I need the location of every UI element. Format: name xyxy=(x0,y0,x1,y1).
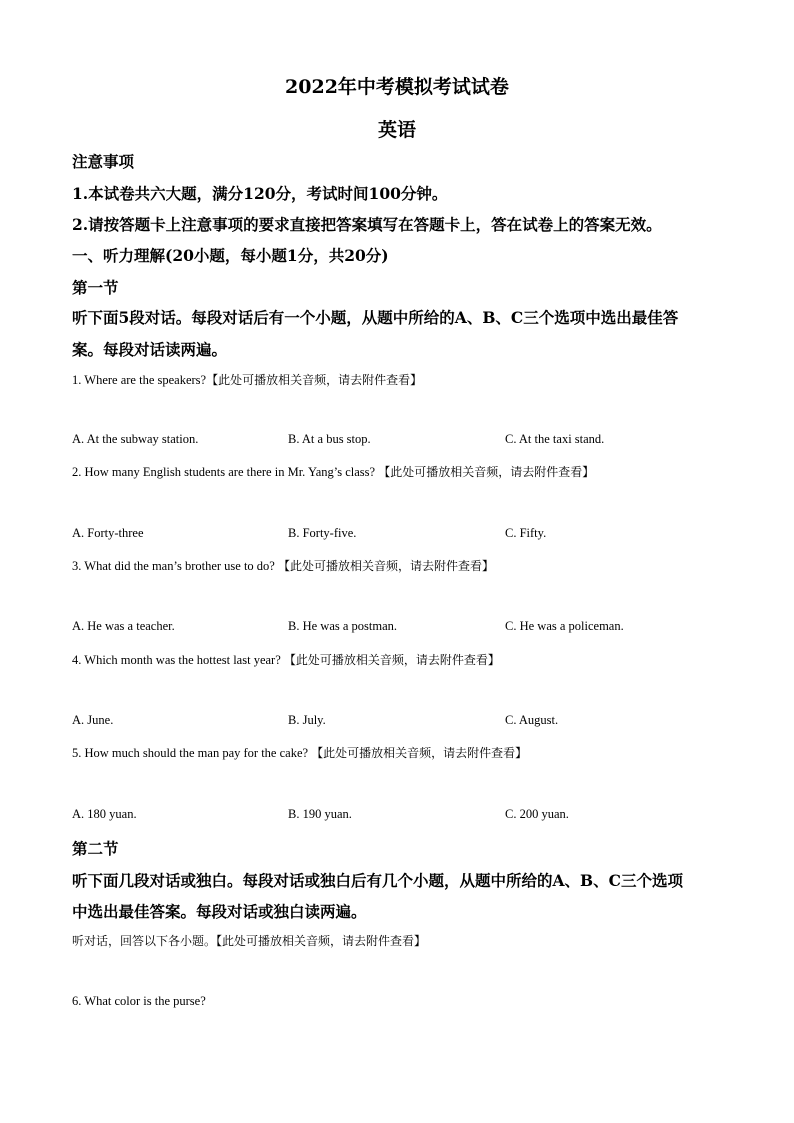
question-text: 3. What did the man’s brother use to do? xyxy=(72,559,275,573)
q4-option-a: A. June. xyxy=(72,713,114,727)
q2-option-a: A. Forty-three xyxy=(72,526,144,540)
subject-title: 英语 xyxy=(377,119,416,141)
notice-item-2: 2.请按答题卡上注意事项的要求直接把答案填写在答题卡上，答在试卷上的答案无效。 xyxy=(72,215,662,234)
notice-heading: 注意事项 xyxy=(72,152,135,171)
part1-label: 第一节 xyxy=(72,278,119,297)
q3-option-c: C. He was a policeman. xyxy=(505,619,624,633)
notice-item-1: 1.本试卷共六大题，满分120分，考试时间100分钟。 xyxy=(72,184,448,203)
part2-instruction-line2: 中选出最佳答案。每段对话或独白读两遍。 xyxy=(72,902,367,921)
dialogue-prompt xyxy=(72,932,426,949)
question-text: 4. Which month was the hottest last year? xyxy=(72,653,281,667)
part1-instruction-line1: 听下面5段对话。每段对话后有一个小题，从题中所给的A、B、C三个选项中选出最佳答 xyxy=(72,308,679,327)
q4-option-c: C. August. xyxy=(505,713,559,727)
question-2 xyxy=(72,463,594,480)
q1-option-c: C. At the taxi stand. xyxy=(505,432,605,446)
q1-option-b: B. At a bus stop. xyxy=(288,432,371,446)
question-text: 2. How many English students are there in Mr. Yang’s class? xyxy=(72,465,376,479)
question-text: 5. How much should the man pay for the cake? xyxy=(72,746,309,760)
question-text: 1. Where are the speakers? xyxy=(72,373,207,387)
q4-option-b: B. July. xyxy=(288,713,326,727)
question-4 xyxy=(72,651,500,668)
question-1 xyxy=(72,371,422,388)
audio-note: 【此处可播放相关音频，请去附件查看】 xyxy=(216,934,427,948)
q5-option-c: C. 200 yuan. xyxy=(505,807,569,821)
part1-instruction-line2: 案。每段对话读两遍。 xyxy=(72,340,228,359)
q3-option-a: A. He was a teacher. xyxy=(72,619,175,633)
q1-option-a: A. At the subway station. xyxy=(72,432,199,446)
audio-note: 【此处可播放相关音频，请去附件查看】 xyxy=(283,653,500,667)
question-6: 6. What color is the purse? xyxy=(72,994,206,1008)
q2-option-c: C. Fifty. xyxy=(505,526,547,540)
exam-title: 2022年中考模拟考试试卷 xyxy=(285,76,509,98)
audio-note: 【此处可播放相关音频，请去附件查看】 xyxy=(277,559,494,573)
q5-option-a: A. 180 yuan. xyxy=(72,807,137,821)
audio-note: 【此处可播放相关音频，请去附件查看】 xyxy=(378,465,595,479)
part2-instruction-line1: 听下面几段对话或独白。每段对话或独白后有几个小题，从题中所给的A、B、C三个选项 xyxy=(72,871,683,890)
q5-option-b: B. 190 yuan. xyxy=(288,807,352,821)
audio-note: 【此处可播放相关音频，请去附件查看】 xyxy=(206,373,423,387)
q3-option-b: B. He was a postman. xyxy=(288,619,398,633)
question-3 xyxy=(72,557,494,574)
part2-label: 第二节 xyxy=(72,839,119,858)
q2-option-b: B. Forty-five. xyxy=(288,526,357,540)
audio-note: 【此处可播放相关音频，请去附件查看】 xyxy=(311,746,528,760)
section-title: 一、听力理解(20小题，每小题1分，共20分) xyxy=(72,246,389,265)
dialogue-prompt-text: 听对话，回答以下各小题。 xyxy=(72,934,217,948)
question-5 xyxy=(72,744,527,761)
